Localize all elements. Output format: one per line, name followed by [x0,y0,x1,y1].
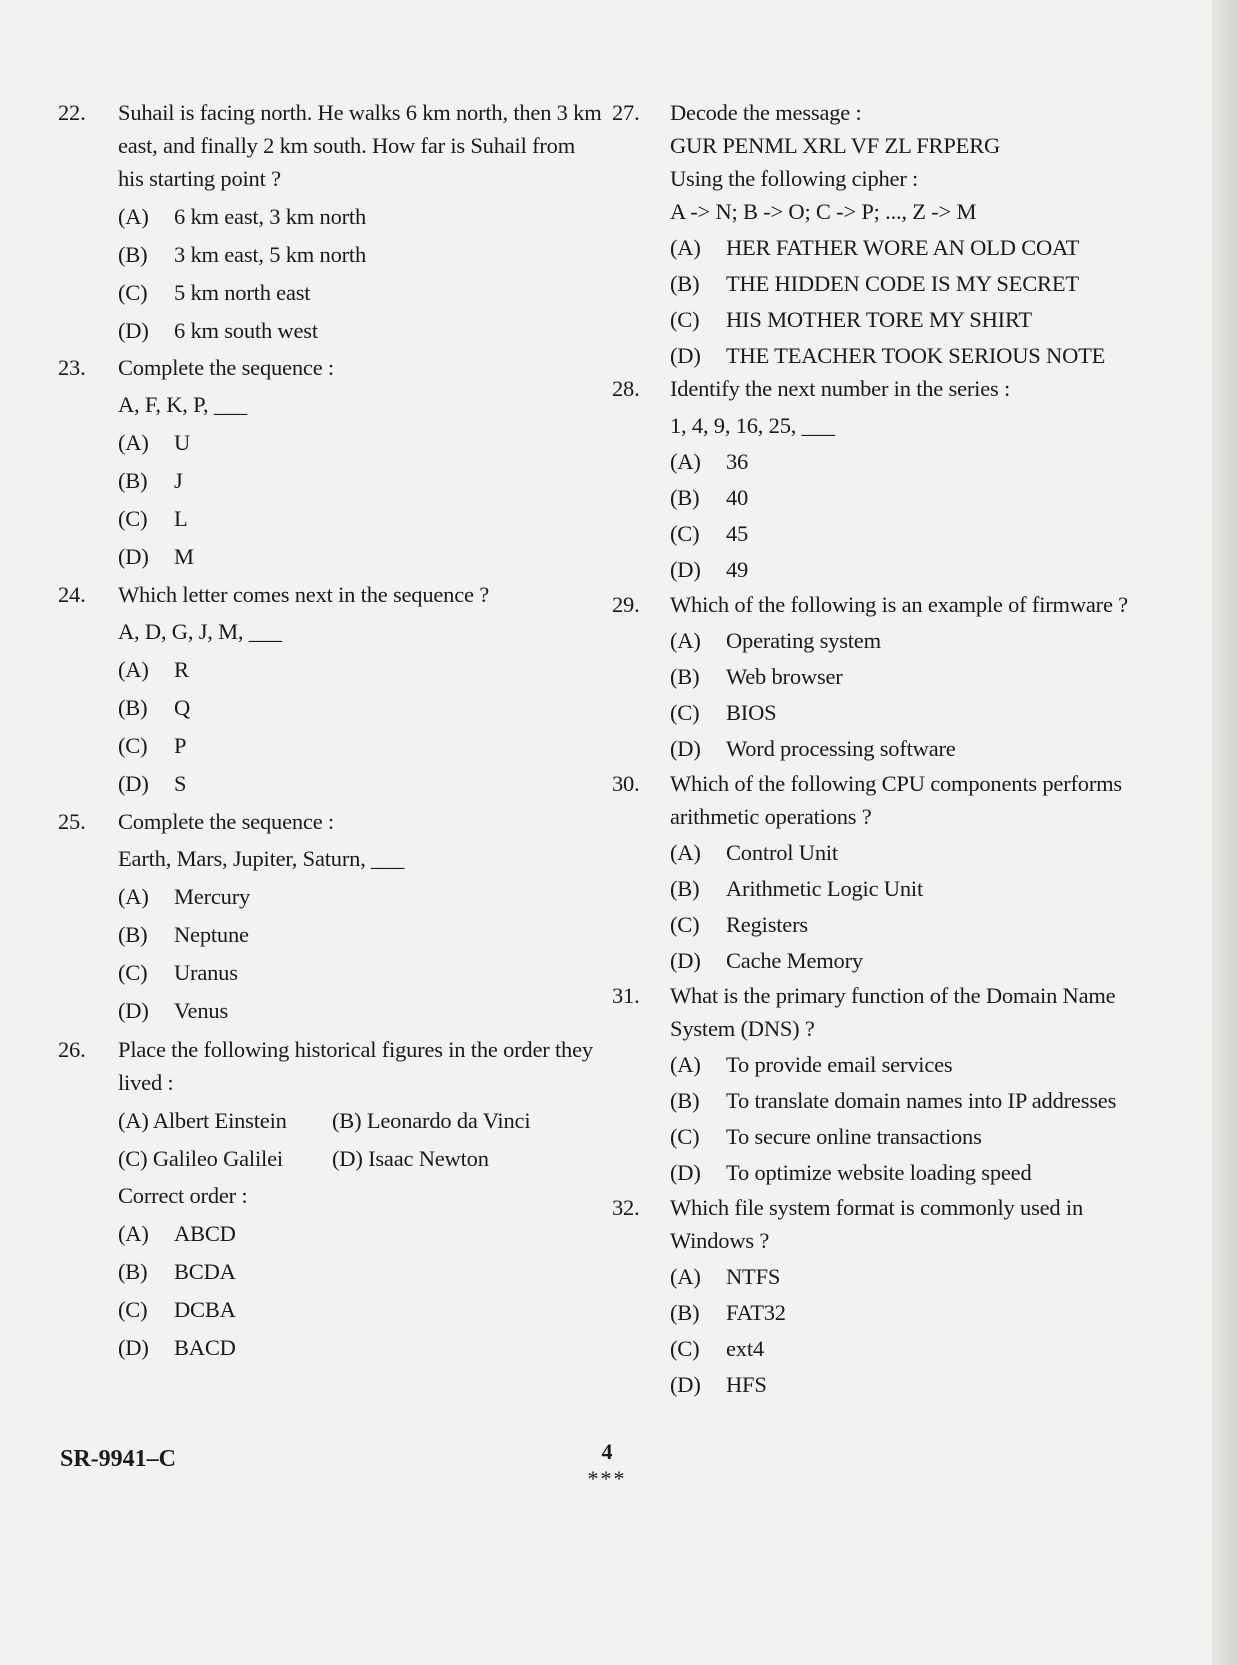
option-label: (D) [670,343,701,368]
option-a [670,1048,1152,1081]
option-label: (B) [118,242,148,267]
option-text: Q [174,695,191,720]
question-sequence: A, D, G, J, M, ___ [118,619,282,644]
option-a [118,426,606,459]
option-label: (A) [118,1221,149,1246]
option-a [670,624,1152,657]
question-26 [58,1033,606,1364]
option-text: Neptune [174,922,249,947]
option-a [118,200,606,233]
option-c [670,517,1152,550]
option-text: DCBA [174,1297,236,1322]
encoded-message: GUR PENML XRL VF ZL FRPERG [670,133,1001,158]
question-sequence: Earth, Mars, Jupiter, Saturn, ___ [118,846,405,871]
option-label: (B) [670,664,700,689]
option-text: 45 [726,521,749,546]
option-text: Web browser [726,664,843,689]
option-text: 6 km south west [174,318,318,343]
right-column [612,96,1152,1401]
option-b [670,1084,1152,1117]
question-sequence: A, F, K, P, ___ [118,392,247,417]
option-label: (C) [670,912,700,937]
option-label: (B) [118,468,148,493]
option-label: (D) [118,998,149,1023]
option-label: (C) [670,307,700,332]
option-d [670,339,1152,372]
option-label: (C) [118,1297,148,1322]
question-29 [612,588,1152,765]
option-text: S [174,771,187,796]
option-text: L [174,506,188,531]
option-a [670,231,1152,264]
question-stem: Complete the sequence : [118,355,334,380]
option-text: Arithmetic Logic Unit [726,876,924,901]
question-number: 29. [612,592,640,617]
option-b [670,1296,1152,1329]
question-27 [612,96,1152,372]
option-c [118,276,606,309]
option-a [118,653,606,686]
figure-label: (D) [332,1146,363,1171]
option-text: HIS MOTHER TORE MY SHIRT [726,307,1032,332]
option-text: M [174,544,194,569]
option-c [118,502,606,535]
option-text: 40 [726,485,749,510]
question-number: 27. [612,100,640,125]
option-b [670,872,1152,905]
option-label: (D) [670,1372,701,1397]
question-30 [612,767,1152,977]
question-number: 25. [58,809,86,834]
option-label: (A) [670,449,701,474]
option-label: (B) [670,485,700,510]
option-text: BCDA [174,1259,236,1284]
option-text: THE TEACHER TOOK SERIOUS NOTE [726,343,1106,368]
question-number: 32. [612,1195,640,1220]
option-d [670,553,1152,586]
question-stem: Which of the following CPU components performs arithmetic operations ? [670,771,1122,829]
question-number: 30. [612,771,640,796]
option-label: (D) [670,736,701,761]
question-24 [58,578,606,800]
option-c [670,1120,1152,1153]
option-b [118,464,606,497]
question-stem: Identify the next number in the series : [670,376,1011,401]
option-label: (B) [670,1088,700,1113]
figures-row-1 [118,1104,606,1137]
question-number: 28. [612,376,640,401]
option-a [118,880,606,913]
question-number: 24. [58,582,86,607]
option-label: (B) [670,271,700,296]
option-c [670,303,1152,336]
option-label: (B) [118,695,148,720]
page-end-stars: *** [587,1466,627,1491]
option-a [670,1260,1152,1293]
question-stem: Which file system format is commonly used in Windows ? [670,1195,1083,1253]
option-text: U [174,430,191,455]
question-22 [58,96,606,347]
question-number: 23. [58,355,86,380]
option-text: Operating system [726,628,881,653]
option-c [670,696,1152,729]
figure-item [332,1142,489,1175]
option-b [118,238,606,271]
option-label: (B) [670,876,700,901]
option-text: Control Unit [726,840,838,865]
option-label: (C) [118,280,148,305]
figure-text: Isaac Newton [368,1146,489,1171]
option-label: (D) [118,1335,149,1360]
option-text: P [174,733,187,758]
option-d [670,944,1152,977]
question-sequence: 1, 4, 9, 16, 25, ___ [670,413,835,438]
option-label: (B) [670,1300,700,1325]
option-text: THE HIDDEN CODE IS MY SECRET [726,271,1079,296]
option-text: Uranus [174,960,238,985]
option-b [118,1255,606,1288]
option-d [118,767,606,800]
question-number: 22. [58,100,86,125]
figure-text: Albert Einstein [152,1108,287,1133]
question-stem: Decode the message : [670,100,862,125]
left-column [58,96,606,1364]
figure-label: (A) [118,1108,149,1133]
option-label: (C) [118,506,148,531]
option-text: ext4 [726,1336,764,1361]
option-b [670,267,1152,300]
option-label: (A) [118,884,149,909]
option-text: 6 km east, 3 km north [174,204,367,229]
option-label: (C) [118,733,148,758]
option-c [118,956,606,989]
question-stem: Place the following historical figures in the order they lived : [118,1037,593,1095]
option-label: (C) [670,1336,700,1361]
option-c [670,1332,1152,1365]
option-d [670,732,1152,765]
option-label: (B) [118,922,148,947]
figure-label: (C) [118,1146,148,1171]
option-text: BIOS [726,700,777,725]
option-label: (A) [670,840,701,865]
question-23 [58,351,606,573]
option-d [118,314,606,347]
option-d [118,540,606,573]
option-text: HER FATHER WORE AN OLD COAT [726,235,1080,260]
option-text: HFS [726,1372,767,1397]
option-text: To translate domain names into IP addresses [726,1088,1117,1113]
question-31 [612,979,1152,1189]
figure-item [332,1104,530,1137]
option-c [670,908,1152,941]
option-text: Mercury [174,884,251,909]
option-text: ABCD [174,1221,236,1246]
paper-code: SR-9941–C [60,1446,177,1472]
option-a [670,836,1152,869]
option-d [670,1368,1152,1401]
figure-item [118,1104,332,1137]
question-stem: Which letter comes next in the sequence ? [118,582,490,607]
option-text: Venus [174,998,228,1023]
option-label: (A) [670,1264,701,1289]
option-label: (C) [670,700,700,725]
option-text: NTFS [726,1264,781,1289]
option-label: (D) [118,771,149,796]
option-label: (A) [118,204,149,229]
option-label: (D) [670,948,701,973]
option-label: (D) [118,318,149,343]
option-d [670,1156,1152,1189]
option-text: 5 km north east [174,280,311,305]
option-c [118,1293,606,1326]
option-text: J [174,468,183,493]
question-stem: Which of the following is an example of firmware ? [670,592,1128,617]
option-text: To optimize website loading speed [726,1160,1032,1185]
option-b [670,481,1152,514]
option-c [118,729,606,762]
question-25 [58,805,606,1027]
option-label: (A) [118,430,149,455]
option-a [670,445,1152,478]
option-b [118,918,606,951]
option-label: (C) [118,960,148,985]
option-label: (A) [670,1052,701,1077]
option-text: Registers [726,912,808,937]
answer-prompt: Correct order : [118,1183,248,1208]
question-number: 26. [58,1037,86,1062]
question-stem: Suhail is facing north. He walks 6 km north, then 3 km east, and finally 2 km south. How far is Suhail from his starting point ? [118,100,602,191]
option-text: Word processing software [726,736,956,761]
question-28 [612,372,1152,586]
option-label: (A) [670,628,701,653]
question-stem: What is the primary function of the Domain Name System (DNS) ? [670,983,1116,1041]
option-label: (D) [670,1160,701,1185]
cipher-rule: A -> N; B -> O; C -> P; ..., Z -> M [670,199,977,224]
figure-text: Leonardo da Vinci [366,1108,531,1133]
figure-label: (B) [332,1108,362,1133]
option-label: (C) [670,1124,700,1149]
option-text: FAT32 [726,1300,786,1325]
option-d [118,994,606,1027]
option-text: 3 km east, 5 km north [174,242,367,267]
question-number: 31. [612,983,640,1008]
option-label: (C) [670,521,700,546]
question-stem: Complete the sequence : [118,809,334,834]
cipher-prompt: Using the following cipher : [670,166,919,191]
option-text: R [174,657,189,682]
page-edge-shadow [1212,0,1238,1665]
option-text: 49 [726,557,749,582]
option-label: (B) [118,1259,148,1284]
figures-row-2 [118,1142,606,1175]
option-text: To secure online transactions [726,1124,982,1149]
option-text: Cache Memory [726,948,863,973]
option-label: (D) [118,544,149,569]
figure-text: Galileo Galilei [152,1146,283,1171]
option-label: (A) [118,657,149,682]
figure-item [118,1142,332,1175]
option-text: 36 [726,449,749,474]
option-b [118,691,606,724]
option-label: (A) [670,235,701,260]
question-32 [612,1191,1152,1401]
option-label: (D) [670,557,701,582]
option-d [118,1331,606,1364]
option-text: BACD [174,1335,236,1360]
option-text: To provide email services [726,1052,953,1077]
page-number: 4 [601,1439,613,1464]
option-b [670,660,1152,693]
option-a [118,1217,606,1250]
